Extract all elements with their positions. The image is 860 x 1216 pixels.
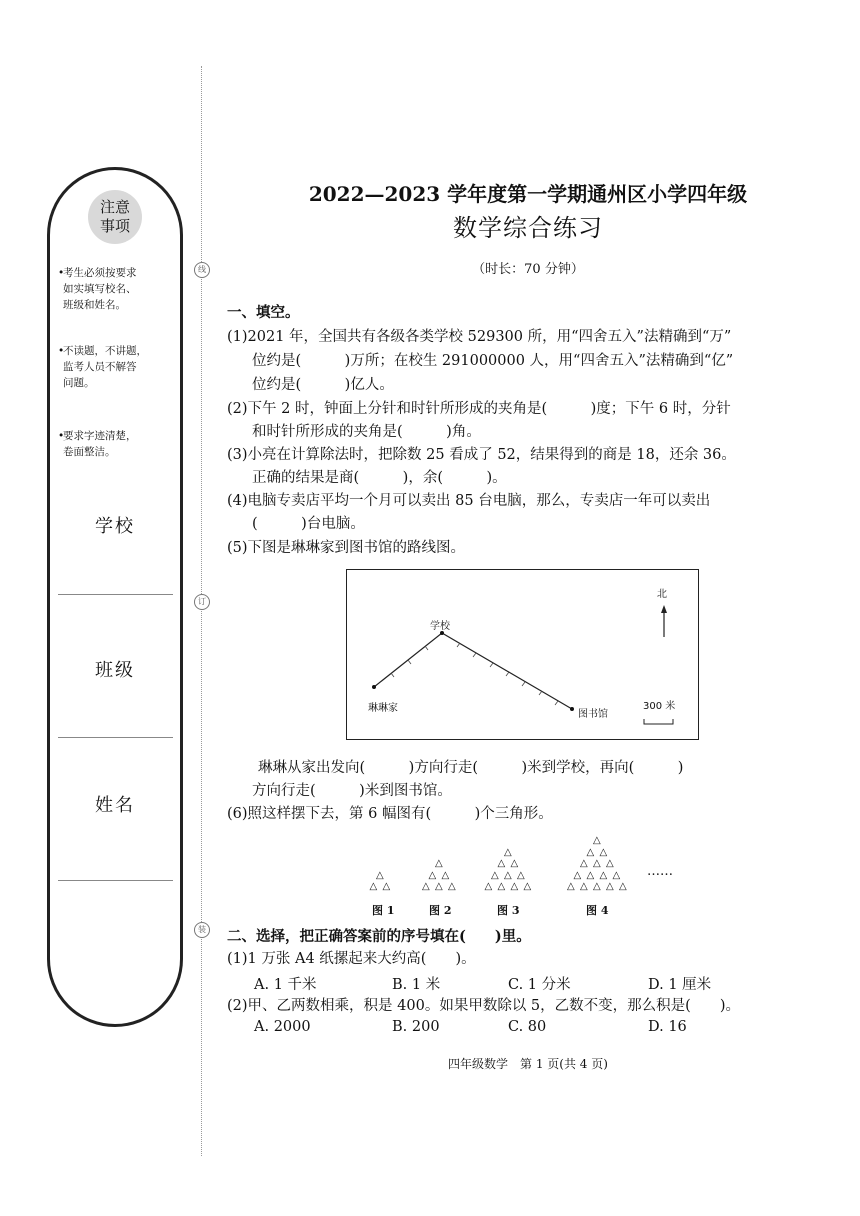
notice-text: 不读题，不讲题， xyxy=(63,345,147,357)
route-school-to-library xyxy=(442,633,572,709)
triangle-mark: △ xyxy=(369,881,378,892)
school-field-label: 学校 xyxy=(95,516,135,537)
triangle-mark: △ xyxy=(497,881,506,892)
triangle-mark: △ xyxy=(382,881,391,892)
q5-line: (5)下图是琳琳家到图书馆的路线图。 xyxy=(227,540,466,556)
section2-heading: 二、选择，把正确答案前的序号填在( )里。 xyxy=(227,928,531,945)
route-ticks-1 xyxy=(391,646,428,677)
q5-answer-line-1: 琳琳从家出发向( )方向行走( )米到学校，再向( ) xyxy=(258,760,684,776)
class-field-label: 班级 xyxy=(95,660,135,681)
figure-label-4: 图 4 xyxy=(586,904,609,917)
triangle-mark: △ xyxy=(510,881,519,892)
triangle-mark: △ xyxy=(593,858,601,869)
name-field-line[interactable] xyxy=(58,880,173,881)
route-ticks-2 xyxy=(457,643,558,705)
binding-line xyxy=(201,66,202,1156)
seal-mark-1: 线 xyxy=(194,262,210,278)
figure-label-2: 图 2 xyxy=(429,904,452,917)
school-label: 学校 xyxy=(430,621,450,632)
home-label: 琳琳家 xyxy=(368,703,398,714)
notice-text: 问题。 xyxy=(63,377,95,389)
north-arrow-head xyxy=(661,605,667,613)
triangle-mark: △ xyxy=(491,869,499,881)
choice-q1-option-c[interactable]: C. 1 分米 xyxy=(508,977,571,993)
choice-q1: (1)1 万张 A4 纸摞起来大约高( )。 xyxy=(227,951,476,967)
triangle-mark: △ xyxy=(435,881,443,892)
triangle-mark: △ xyxy=(567,881,575,892)
q6-line: (6)照这样摆下去，第 6 幅图有( )个三角形。 xyxy=(227,806,553,822)
triangle-mark: △ xyxy=(422,881,430,892)
notice-item-2: • 不读题，不讲题， 监考人员不解答 问题。 xyxy=(63,343,173,391)
figure-label-3: 图 3 xyxy=(497,904,520,917)
triangle-mark: △ xyxy=(606,858,614,869)
q1-line: 位约是( )万所；在校生 291000000 人，用“四舍五入”法精确到“亿” xyxy=(252,353,734,369)
triangle-mark: △ xyxy=(441,869,450,881)
triangle-mark: △ xyxy=(376,869,384,881)
choice-q2-option-d[interactable]: D. 16 xyxy=(648,1019,687,1035)
notice-text: 要求字迹清楚， xyxy=(63,430,137,442)
exam-title: 2022—2023 学年度第一学期通州区小学四年级 xyxy=(308,182,748,206)
triangle-mark: △ xyxy=(580,858,588,869)
triangle-mark: △ xyxy=(484,881,493,892)
route-map-drawing xyxy=(346,569,699,740)
triangle-mark: △ xyxy=(504,869,512,881)
notice-text: 班级和姓名。 xyxy=(63,299,126,311)
q1-line: 位约是( )亿人。 xyxy=(252,377,394,393)
triangle-mark: △ xyxy=(586,869,595,881)
class-field-line[interactable] xyxy=(58,737,173,738)
school-field-line[interactable] xyxy=(58,594,173,595)
figure-label-1: 图 1 xyxy=(372,904,395,917)
triangle-mark: △ xyxy=(523,881,532,892)
notice-text: 监考人员不解答 xyxy=(63,361,137,373)
notice-text: 考生必须按要求 xyxy=(63,267,137,279)
choice-q2-option-a[interactable]: A. 2000 xyxy=(254,1019,311,1035)
triangle-mark: △ xyxy=(435,858,443,869)
triangle-mark: △ xyxy=(593,835,601,846)
triangle-mark: △ xyxy=(599,846,608,858)
triangle-mark: △ xyxy=(606,881,614,892)
badge-line-1: 注意 xyxy=(99,198,130,216)
triangle-mark: △ xyxy=(428,869,437,881)
q5-answer-line-2: 方向行走( )米到图书馆。 xyxy=(252,783,452,799)
triangle-mark: △ xyxy=(612,869,621,881)
scale-label: 300 米 xyxy=(643,701,676,712)
choice-q2: (2)甲、乙两数相乘，积是 400。如果甲数除以 5，乙数不变，那么积是( )。 xyxy=(227,998,740,1014)
triangle-mark: △ xyxy=(517,869,525,881)
q3-line: 正确的结果是商( )，余( )。 xyxy=(252,470,507,486)
choice-q1-option-b[interactable]: B. 1 米 xyxy=(392,977,441,993)
q1-line: (1)2021 年，全国共有各级各类学校 529300 所，用“四舍五入”法精确到“万” xyxy=(227,329,732,345)
badge-line-2: 事项 xyxy=(99,217,130,235)
triangle-mark: △ xyxy=(504,846,512,858)
notice-text: 卷面整洁。 xyxy=(63,446,116,458)
triangle-mark: △ xyxy=(448,881,456,892)
q4-line: (4)电脑专卖店平均一个月可以卖出 85 台电脑，那么，专卖店一年可以卖出 xyxy=(227,493,711,509)
choice-q2-option-c[interactable]: C. 80 xyxy=(508,1019,547,1035)
name-field-label: 姓名 xyxy=(95,795,135,816)
scale-bar xyxy=(644,719,673,724)
q4-line: ( )台电脑。 xyxy=(252,516,365,532)
exam-duration: （时长：70 分钟） xyxy=(472,262,584,277)
choice-q2-option-b[interactable]: B. 200 xyxy=(392,1019,440,1035)
triangle-mark: △ xyxy=(497,858,506,869)
choice-q1-option-a[interactable]: A. 1 千米 xyxy=(254,977,317,993)
triangle-mark: △ xyxy=(573,869,582,881)
triangle-mark: △ xyxy=(580,881,588,892)
seal-mark-3: 装 xyxy=(194,922,210,938)
notice-item-3: • 要求字迹清楚， 卷面整洁。 xyxy=(63,428,173,460)
q2-line: 和时针所形成的夹角是( )角。 xyxy=(252,424,481,440)
q2-line: (2)下午 2 时，钟面上分针和时针所形成的夹角是( )度；下午 6 时，分针 xyxy=(227,401,731,417)
home-point xyxy=(372,685,376,689)
exam-subtitle: 数学综合练习 xyxy=(453,214,603,242)
library-label: 图书馆 xyxy=(578,709,608,720)
section1-heading: 一、填空。 xyxy=(227,304,300,321)
ellipsis: …… xyxy=(647,864,673,879)
library-point xyxy=(570,707,574,711)
north-label: 北 xyxy=(657,589,667,600)
q3-line: (3)小亮在计算除法时，把除数 25 看成了 52，结果得到的商是 18，还余 36。 xyxy=(227,447,736,463)
choice-q1-option-d[interactable]: D. 1 厘米 xyxy=(648,977,712,993)
triangle-mark: △ xyxy=(593,881,601,892)
seal-mark-2: 订 xyxy=(194,594,210,610)
triangle-mark: △ xyxy=(586,846,595,858)
notice-item-1: • 考生必须按要求 如实填写校名、 班级和姓名。 xyxy=(63,265,173,313)
notice-badge xyxy=(88,190,142,244)
triangle-mark: △ xyxy=(599,869,608,881)
page-footer: 四年级数学 第 1 页(共 4 页) xyxy=(448,1057,608,1071)
notice-text: 如实填写校名、 xyxy=(63,283,137,295)
triangle-mark: △ xyxy=(510,858,519,869)
triangle-mark: △ xyxy=(619,881,627,892)
